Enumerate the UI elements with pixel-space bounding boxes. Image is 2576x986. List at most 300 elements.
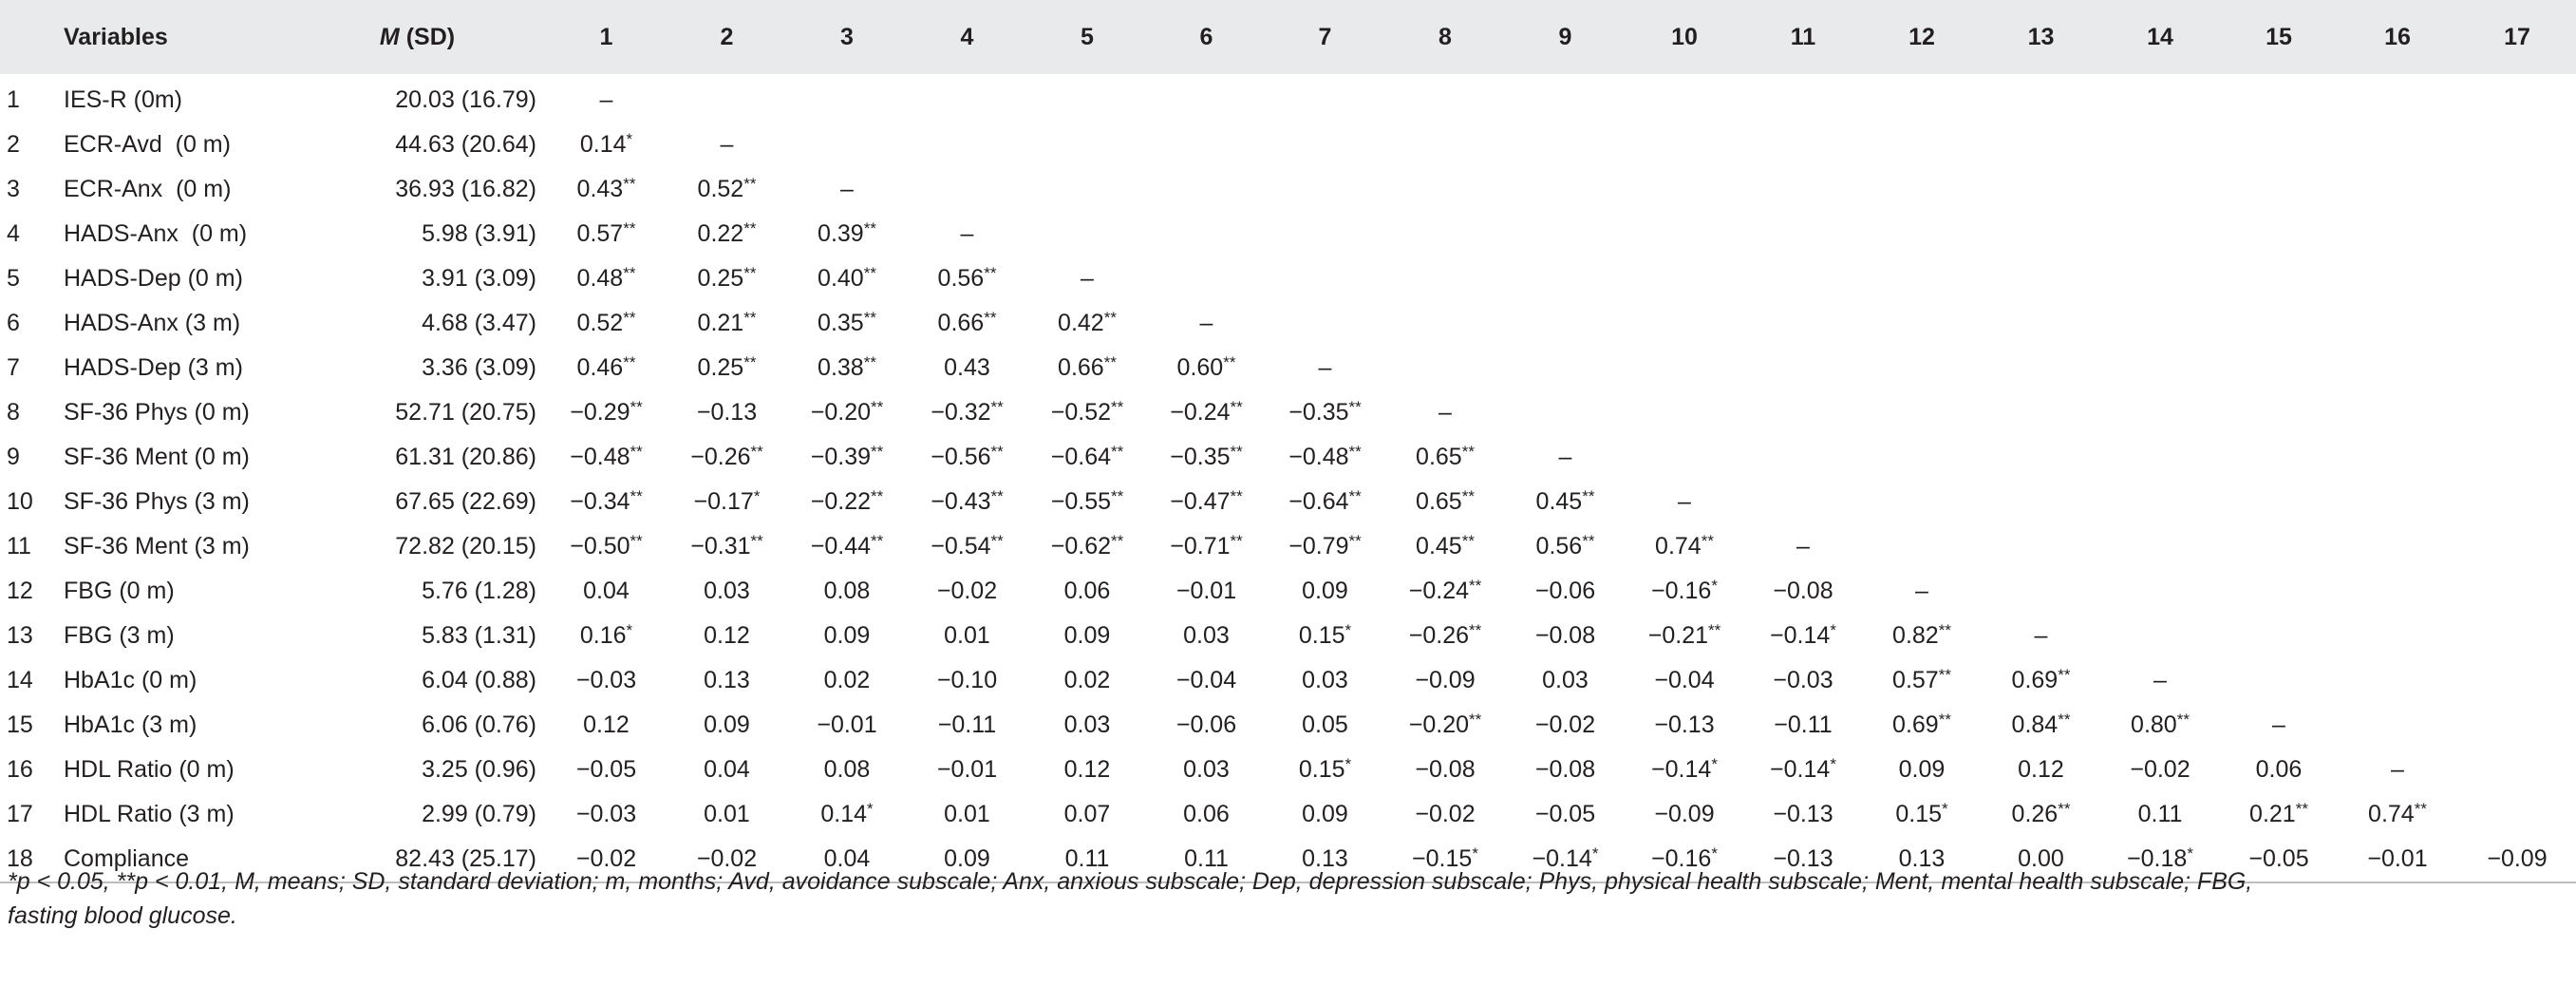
correlation-cell: −0.04	[1654, 667, 1715, 693]
significance-marker: **	[1708, 621, 1721, 639]
correlation-cell	[2457, 435, 2576, 480]
correlation-cell: −0.08	[1534, 756, 1596, 783]
header-col-2: 2	[667, 0, 787, 74]
significance-marker: *	[1830, 755, 1836, 773]
correlation-cell: −0.44**	[810, 532, 884, 559]
correlation-cell: −0.02	[1415, 801, 1476, 827]
significance-marker: **	[630, 443, 643, 461]
significance-marker: **	[2414, 800, 2427, 818]
correlation-cell: −0.01	[2338, 837, 2457, 882]
significance-marker: **	[863, 309, 876, 327]
header-col-3: 3	[787, 0, 907, 74]
significance-marker: **	[1230, 487, 1243, 505]
correlation-cell: −0.16*	[1625, 837, 1744, 882]
correlation-cell	[1862, 524, 1982, 569]
significance-marker: **	[863, 264, 876, 282]
significance-marker: *	[1711, 844, 1718, 863]
table-row	[0, 301, 2576, 346]
correlation-cell: −0.17*	[693, 487, 761, 515]
correlation-cell	[2220, 256, 2338, 301]
correlation-cell	[2457, 346, 2576, 390]
correlation-cell: 0.38**	[818, 353, 876, 381]
correlation-cell	[2220, 346, 2338, 390]
correlation-cell	[1744, 123, 1862, 167]
correlation-cell: −0.13	[1654, 711, 1715, 738]
header-col-5: 5	[1027, 0, 1147, 74]
significance-marker: *	[1830, 621, 1836, 639]
row-index: 2	[7, 131, 20, 158]
correlation-cell: −0.16*	[1651, 577, 1718, 604]
significance-marker: **	[1582, 532, 1595, 550]
header-col-17: 17	[2457, 0, 2576, 74]
row-mean-sd: 36.93 (16.82)	[395, 176, 536, 202]
footnote-line-2: fasting blood glucose.	[8, 902, 237, 929]
correlation-cell: −0.71**	[1170, 532, 1243, 559]
row-index: 17	[7, 801, 33, 827]
table-body	[0, 74, 2576, 882]
significance-marker: **	[630, 532, 643, 550]
correlation-cell: −0.13	[1773, 801, 1833, 827]
correlation-cell	[2220, 167, 2338, 212]
correlation-cell	[1982, 256, 2100, 301]
correlation-cell: 0.39**	[818, 219, 876, 247]
correlation-cell	[1982, 346, 2100, 390]
correlation-cell: −0.18*	[2100, 837, 2220, 882]
correlation-cell	[787, 74, 907, 123]
correlation-cell	[1862, 123, 1982, 167]
table-row	[0, 569, 2576, 614]
correlation-cell	[1384, 74, 1506, 123]
correlation-cell: 0.07	[1063, 801, 1111, 827]
significance-marker: **	[1348, 487, 1362, 505]
correlation-cell: −0.02	[546, 837, 667, 882]
correlation-cell: –	[1796, 533, 1810, 559]
table-row	[0, 212, 2576, 256]
correlation-cell: 0.08	[823, 756, 871, 783]
significance-marker: **	[1461, 443, 1475, 461]
row-variable: FBG (3 m)	[64, 622, 175, 649]
correlation-cell	[1027, 212, 1147, 256]
correlation-cell: 0.03	[1542, 667, 1589, 693]
table-header	[0, 0, 2576, 74]
significance-marker: **	[1230, 443, 1243, 461]
correlation-cell: 0.65**	[1416, 487, 1475, 515]
significance-marker: **	[743, 309, 757, 327]
correlation-cell: 0.02	[823, 667, 871, 693]
table-footnote	[8, 864, 2567, 933]
correlation-cell	[2100, 167, 2220, 212]
correlation-cell	[1625, 301, 1744, 346]
table-row	[0, 74, 2576, 123]
row-mean-sd: 6.04 (0.88)	[422, 667, 536, 693]
correlation-cell: 0.03	[1183, 756, 1230, 783]
correlation-cell: –	[2034, 622, 2048, 649]
correlation-cell: 0.45**	[1535, 487, 1595, 515]
correlation-cell: 0.12	[2018, 756, 2064, 783]
row-index: 13	[7, 622, 33, 649]
correlation-cell: 0.13	[1266, 837, 1384, 882]
correlation-cell	[1384, 256, 1506, 301]
table-row	[0, 480, 2576, 524]
header-sd: (SD)	[405, 23, 456, 50]
correlation-cell	[1625, 435, 1744, 480]
correlation-cell	[2457, 390, 2576, 435]
correlation-cell	[2100, 123, 2220, 167]
significance-marker: **	[743, 264, 757, 282]
correlation-cell: 0.43	[944, 354, 990, 381]
table-row	[0, 703, 2576, 748]
correlation-cell	[1862, 167, 1982, 212]
footnote-line-1: *p < 0.05, **p < 0.01, M, means; SD, standard deviation; m, months; Avd, avoidance subscale; Anx, anxious subscale; Dep, depression subscale; Phys, physical health subscale; Ment, mental health subscale; FBG,	[8, 868, 2253, 895]
correlation-cell: −0.29**	[570, 398, 643, 426]
correlation-cell	[1744, 256, 1862, 301]
significance-marker: **	[2058, 711, 2071, 729]
correlation-cell	[2220, 480, 2338, 524]
correlation-cell: 0.15*	[1895, 800, 1948, 827]
significance-marker: **	[871, 398, 884, 416]
row-variable: HADS-Dep (0 m)	[64, 265, 243, 292]
significance-marker: **	[623, 175, 636, 193]
correlation-cell	[2100, 614, 2220, 658]
correlation-cell: −0.14*	[1770, 621, 1836, 649]
correlation-cell	[1625, 167, 1744, 212]
correlation-cell	[1982, 123, 2100, 167]
correlation-cell: 0.42**	[1058, 309, 1117, 336]
correlation-cell	[1027, 123, 1147, 167]
correlation-cell	[2220, 569, 2338, 614]
correlation-cell: 0.09	[907, 837, 1027, 882]
significance-marker: **	[990, 487, 1004, 505]
correlation-cell: −0.05	[575, 756, 637, 783]
correlation-cell	[1982, 212, 2100, 256]
table-row	[0, 524, 2576, 569]
correlation-cell	[2338, 569, 2457, 614]
correlation-cell: −0.15*	[1384, 837, 1506, 882]
correlation-cell: –	[1438, 399, 1452, 426]
correlation-cell	[1384, 167, 1506, 212]
significance-marker: **	[1230, 532, 1243, 550]
significance-marker: **	[1111, 532, 1124, 550]
correlation-cell	[1862, 390, 1982, 435]
correlation-cell: 0.35**	[818, 309, 876, 336]
correlation-cell	[2457, 167, 2576, 212]
correlation-cell: 0.60**	[1176, 353, 1236, 381]
significance-marker: *	[1472, 844, 1478, 863]
correlation-cell: −0.48**	[1288, 443, 1362, 470]
correlation-cell	[1266, 256, 1384, 301]
correlation-cell	[2100, 74, 2220, 123]
correlation-cell: 0.84**	[2011, 711, 2071, 738]
table-row	[0, 123, 2576, 167]
correlation-cell: 0.06	[1063, 578, 1111, 604]
significance-marker: **	[750, 443, 763, 461]
correlation-cell: −0.08	[1773, 578, 1833, 604]
correlation-cell	[2457, 123, 2576, 167]
correlation-cell: 0.03	[1302, 667, 1348, 693]
row-mean-sd: 72.82 (20.15)	[395, 533, 536, 559]
correlation-cell	[1506, 346, 1625, 390]
row-variable: SF-36 Phys (0 m)	[64, 399, 250, 426]
significance-marker: **	[2176, 711, 2190, 729]
correlation-cell	[1744, 435, 1862, 480]
correlation-cell: −0.34**	[570, 487, 643, 515]
significance-marker: **	[990, 443, 1004, 461]
correlation-cell	[2100, 390, 2220, 435]
correlation-cell: 0.11	[1027, 837, 1147, 882]
significance-marker: **	[1701, 532, 1714, 550]
significance-marker: *	[867, 800, 874, 818]
significance-marker: **	[1111, 398, 1124, 416]
correlation-cell: 0.12	[1063, 756, 1111, 783]
significance-marker: **	[1111, 487, 1124, 505]
correlation-cell	[1982, 435, 2100, 480]
correlation-cell: 0.12	[704, 622, 750, 649]
header-col-10: 10	[1625, 0, 1744, 74]
correlation-cell: –	[720, 131, 734, 158]
correlation-cell: –	[840, 176, 854, 202]
significance-marker: **	[871, 443, 884, 461]
correlation-cell	[1147, 256, 1266, 301]
correlation-cell	[1982, 74, 2100, 123]
correlation-cell: −0.20**	[1408, 711, 1482, 738]
correlation-cell	[1384, 123, 1506, 167]
significance-marker: **	[1348, 532, 1362, 550]
correlation-cell: −0.01	[817, 711, 877, 738]
row-index: 9	[7, 444, 20, 470]
correlation-cell	[2338, 301, 2457, 346]
correlation-cell: –	[2153, 667, 2167, 693]
significance-marker: *	[1344, 755, 1352, 773]
correlation-cell: −0.56**	[931, 443, 1004, 470]
correlation-cell: 0.09	[1302, 801, 1348, 827]
correlation-cell	[2457, 569, 2576, 614]
correlation-cell	[1982, 569, 2100, 614]
correlation-cell: −0.02	[667, 837, 787, 882]
correlation-cell: 0.52**	[576, 309, 636, 336]
correlation-cell	[2220, 301, 2338, 346]
correlation-cell	[1982, 480, 2100, 524]
correlation-cell: 0.45**	[1416, 532, 1475, 559]
row-mean-sd: 4.68 (3.47)	[422, 310, 536, 336]
correlation-cell	[1506, 167, 1625, 212]
correlation-cell: 0.48**	[576, 264, 636, 292]
row-variable: Compliance	[64, 837, 289, 882]
correlation-cell: −0.24**	[1408, 577, 1482, 604]
row-index: 15	[7, 711, 33, 738]
row-variable: SF-36 Ment (3 m)	[64, 533, 250, 559]
correlation-cell: –	[1318, 354, 1332, 381]
correlation-cell: –	[1558, 444, 1572, 470]
correlation-cell	[667, 74, 787, 123]
row-index: 7	[7, 354, 20, 381]
correlation-cell	[2338, 390, 2457, 435]
correlation-cell	[1862, 480, 1982, 524]
row-mean-sd: 52.71 (20.75)	[395, 399, 536, 426]
correlation-cell	[2100, 435, 2220, 480]
correlation-cell: −0.03	[575, 801, 637, 827]
correlation-cell: 0.66**	[1058, 353, 1117, 381]
header-col-15: 15	[2220, 0, 2338, 74]
row-variable: ECR-Avd (0 m)	[64, 131, 231, 158]
significance-marker: **	[1223, 353, 1236, 371]
significance-marker: **	[984, 309, 997, 327]
correlation-cell: 0.06	[2255, 756, 2303, 783]
correlation-cell: –	[2391, 756, 2404, 783]
correlation-cell: −0.01	[1175, 578, 1237, 604]
table-row	[0, 256, 2576, 301]
correlation-cell: 0.04	[704, 756, 750, 783]
significance-marker: **	[1469, 621, 1482, 639]
correlation-cell: 0.04	[787, 837, 907, 882]
row-variable: HADS-Anx (3 m)	[64, 310, 241, 336]
correlation-cell	[1147, 123, 1266, 167]
correlation-cell: 0.65**	[1416, 443, 1475, 470]
significance-marker: **	[1938, 666, 1951, 684]
correlation-cell	[2100, 480, 2220, 524]
correlation-cell: −0.02	[1534, 711, 1596, 738]
correlation-cell: –	[599, 86, 613, 113]
row-mean-sd: 5.83 (1.31)	[422, 622, 536, 649]
correlation-cell: –	[1199, 310, 1213, 336]
correlation-cell	[1506, 390, 1625, 435]
significance-marker: **	[863, 353, 876, 371]
correlation-cell: 0.57**	[1892, 666, 1951, 693]
correlation-cell	[2220, 435, 2338, 480]
header-index	[0, 0, 64, 74]
correlation-cell: 0.21**	[2249, 800, 2308, 827]
correlation-cell: −0.05	[1534, 801, 1596, 827]
row-index: 11	[7, 533, 31, 559]
correlation-cell: –	[960, 220, 974, 247]
row-mean-sd: 5.76 (1.28)	[422, 578, 536, 604]
correlation-cell	[2338, 480, 2457, 524]
correlation-cell	[2220, 658, 2338, 703]
correlation-cell: −0.54**	[931, 532, 1004, 559]
correlation-cell: 0.57**	[576, 219, 636, 247]
correlation-cell: −0.03	[575, 667, 637, 693]
correlation-cell: 0.25**	[697, 264, 757, 292]
correlation-cell: –	[1081, 265, 1094, 292]
correlation-cell	[1384, 346, 1506, 390]
correlation-cell	[1862, 256, 1982, 301]
row-variable: HADS-Anx (0 m)	[64, 220, 248, 247]
significance-marker: *	[1711, 577, 1718, 595]
correlation-cell	[2338, 703, 2457, 748]
correlation-cell	[2220, 614, 2338, 658]
row-variable: FBG (0 m)	[64, 578, 175, 604]
row-mean-sd: 67.65 (22.69)	[395, 488, 536, 515]
correlation-cell: −0.64**	[1050, 443, 1124, 470]
correlation-cell: −0.79**	[1288, 532, 1362, 559]
correlation-cell	[1266, 74, 1384, 123]
significance-marker: **	[871, 487, 884, 505]
significance-marker: **	[750, 532, 763, 550]
row-index: 6	[7, 310, 20, 336]
table-row	[0, 614, 2576, 658]
correlation-cell	[1266, 301, 1384, 346]
correlation-cell	[2220, 74, 2338, 123]
correlation-cell: 0.00	[1982, 837, 2100, 882]
correlation-cell: –	[1678, 488, 1691, 515]
correlation-cell: −0.09	[1415, 667, 1476, 693]
correlation-cell: −0.32**	[931, 398, 1004, 426]
significance-marker: **	[2295, 800, 2308, 818]
correlation-cell	[2338, 614, 2457, 658]
correlation-cell	[2338, 524, 2457, 569]
row-variable: HADS-Dep (3 m)	[64, 354, 243, 381]
correlation-cell	[2100, 524, 2220, 569]
row-mean-sd: 5.98 (3.91)	[422, 220, 536, 247]
significance-marker: **	[623, 264, 636, 282]
correlation-cell	[2100, 301, 2220, 346]
correlation-cell: −0.35**	[1170, 443, 1243, 470]
row-mean-sd: 2.99 (0.79)	[422, 801, 536, 827]
correlation-cell: −0.03	[1773, 667, 1833, 693]
correlation-cell: −0.06	[1534, 578, 1596, 604]
significance-marker: **	[984, 264, 997, 282]
correlation-cell: 0.69**	[2011, 666, 2071, 693]
correlation-cell: −0.21**	[1647, 621, 1721, 649]
correlation-cell	[1982, 167, 2100, 212]
row-mean-sd: 6.06 (0.76)	[422, 711, 536, 738]
significance-marker: *	[626, 130, 633, 148]
correlation-cell: −0.62**	[1050, 532, 1124, 559]
correlation-cell	[2457, 74, 2576, 123]
correlation-cell: 0.46**	[576, 353, 636, 381]
correlation-cell	[1744, 346, 1862, 390]
correlation-cell: 0.80**	[2131, 711, 2190, 738]
table-row	[0, 658, 2576, 703]
header-variables: Variables	[64, 0, 289, 74]
correlation-cell	[2457, 792, 2576, 837]
correlation-cell	[1147, 74, 1266, 123]
significance-marker: **	[623, 353, 636, 371]
correlation-cell	[2338, 212, 2457, 256]
correlation-cell: 0.01	[944, 622, 990, 649]
correlation-cell: −0.08	[1534, 622, 1596, 649]
significance-marker: **	[1938, 711, 1951, 729]
significance-marker: **	[2058, 800, 2071, 818]
correlation-cell	[1506, 256, 1625, 301]
significance-marker: *	[626, 621, 633, 639]
correlation-cell: 0.26**	[2011, 800, 2071, 827]
correlation-cell: −0.14*	[1770, 755, 1836, 783]
correlation-cell	[1625, 346, 1744, 390]
significance-marker: **	[871, 532, 884, 550]
correlation-cell	[2338, 123, 2457, 167]
correlation-cell	[2220, 390, 2338, 435]
header-col-16: 16	[2338, 0, 2457, 74]
correlation-cell	[2220, 524, 2338, 569]
correlation-cell	[2100, 346, 2220, 390]
correlation-cell: 0.11	[2137, 801, 2183, 827]
correlation-cell	[1027, 167, 1147, 212]
row-index: 16	[7, 756, 33, 783]
row-index: 5	[7, 265, 20, 292]
table-row	[0, 390, 2576, 435]
correlation-cell: 0.05	[1302, 711, 1348, 738]
correlation-cell	[1625, 256, 1744, 301]
correlation-cell	[1982, 301, 2100, 346]
table-row	[0, 435, 2576, 480]
correlation-cell: 0.66**	[937, 309, 997, 336]
correlation-cell: 0.74**	[1655, 532, 1714, 559]
significance-marker: **	[1461, 487, 1475, 505]
significance-marker: **	[1348, 398, 1362, 416]
correlation-cell: 0.56**	[1535, 532, 1595, 559]
correlation-cell: −0.48**	[570, 443, 643, 470]
correlation-cell: −0.52**	[1050, 398, 1124, 426]
